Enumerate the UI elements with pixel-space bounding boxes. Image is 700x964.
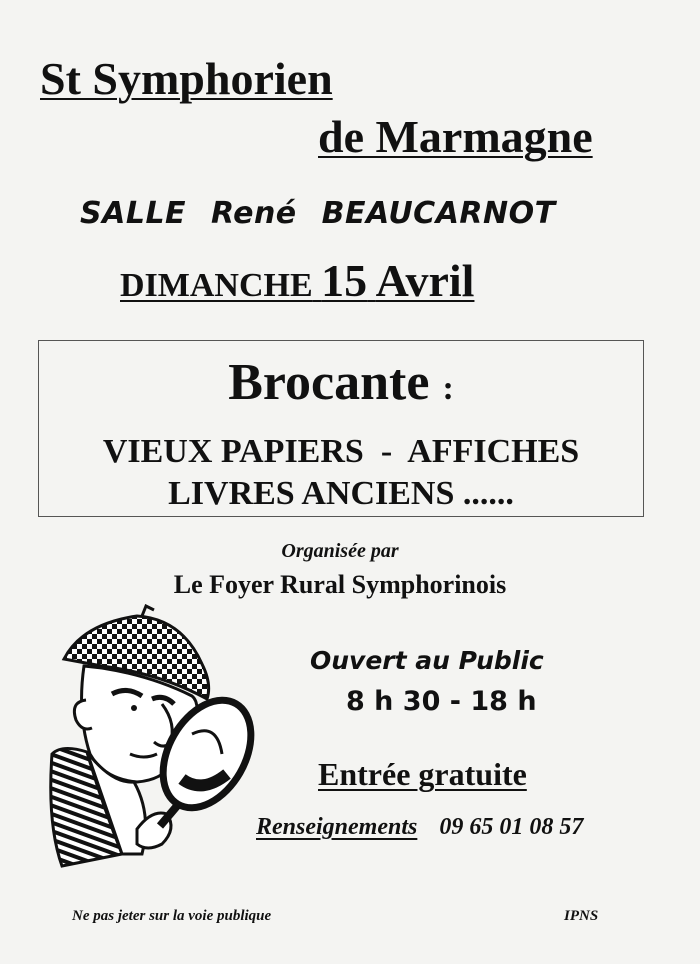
organizer-label: Organisée par — [281, 540, 399, 562]
town-name-line-2: de Marmagne — [318, 111, 593, 162]
contact-phone: 09 65 01 08 57 — [439, 814, 584, 840]
opening-hours: 8 h 30 - 18 h — [346, 686, 537, 717]
date-month: Avril — [375, 255, 475, 306]
town-name-line-1: St Symphorien — [40, 53, 333, 104]
organizer-name: Le Foyer Rural Symphorinois — [173, 570, 507, 599]
date-weekday: DIMANCHE — [120, 267, 313, 304]
entry-free-label: Entrée gratuite — [318, 756, 527, 792]
footer-ipns: IPNS — [564, 908, 599, 924]
event-date — [120, 254, 474, 307]
event-title — [39, 353, 643, 412]
event-box — [38, 340, 644, 517]
venue-name: SALLE René BEAUCARNOT — [80, 196, 556, 231]
opening-label: Ouvert au Public — [310, 646, 544, 675]
event-items-line-1: VIEUX PAPIERS - AFFICHES — [102, 433, 580, 470]
event-items-line-2: LIVRES ANCIENS ...... — [168, 475, 514, 512]
event-title-colon: : — [442, 370, 454, 407]
footer-notice: Ne pas jeter sur la voie publique — [72, 908, 272, 924]
event-title-text: Brocante — [228, 354, 430, 411]
detective-magnifying-glass-icon — [42, 604, 262, 876]
contact-label: Renseignements — [256, 814, 418, 840]
date-day: 15 — [321, 255, 368, 306]
contact-info — [256, 814, 583, 841]
